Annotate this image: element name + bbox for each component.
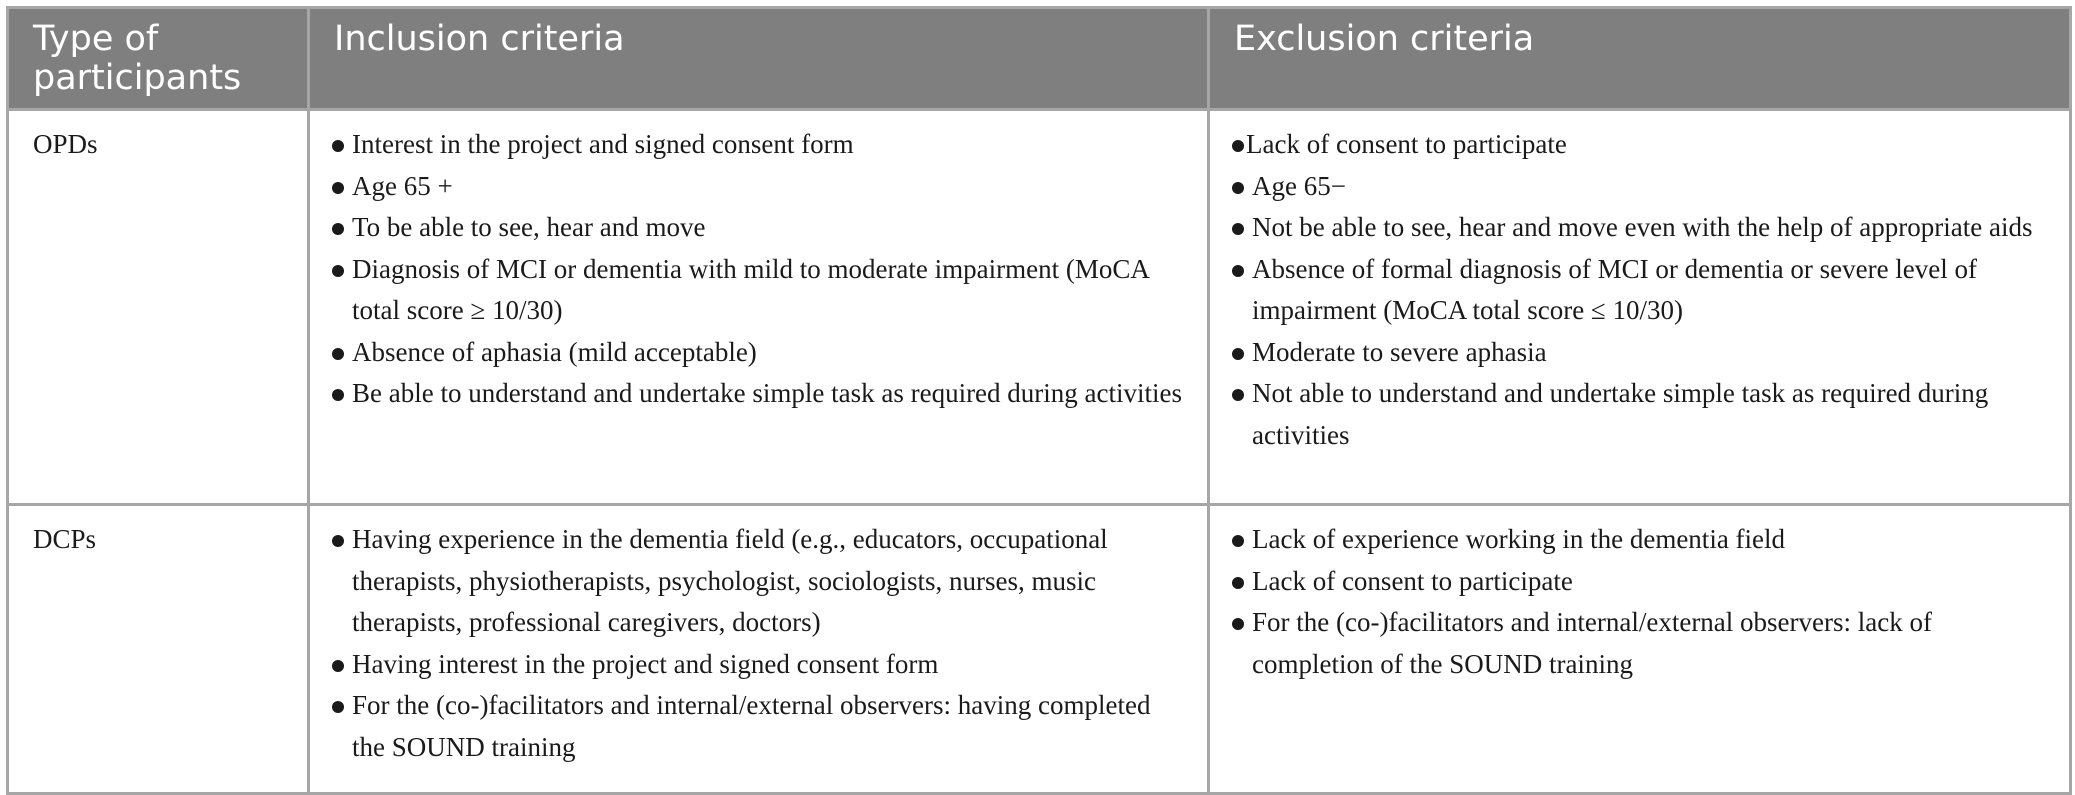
bullet-icon: [332, 389, 344, 401]
bullet-icon: [1232, 182, 1244, 194]
table-header: [8, 8, 2071, 110]
list-item: [1232, 166, 2051, 208]
header-type-of-participants: Type of participants: [8, 8, 309, 110]
criterion-text: To be able to see, hear and move: [352, 212, 706, 242]
bullet-icon: [332, 660, 344, 672]
bullet-icon: [1232, 577, 1244, 589]
criterion-text: Be able to understand and undertake simple task as required during activities: [352, 378, 1182, 408]
list-item: [1232, 519, 2051, 561]
list-item: [332, 249, 1189, 332]
bullet-icon: [332, 701, 344, 713]
criteria-table: [6, 6, 2072, 795]
table-row-dcps: [8, 505, 2071, 794]
bullet-icon: [332, 140, 344, 152]
criterion-text: Lack of consent to participate: [1252, 565, 1573, 596]
criterion-text: Lack of consent to participate: [1246, 129, 1567, 159]
criterion-text: Diagnosis of MCI or dementia with mild to moderate impairment (MoCA total score ≥ 10/30): [352, 253, 1149, 325]
bullet-icon: [332, 265, 344, 277]
criterion-text: Lack of experience working in the dementia field: [1252, 524, 1786, 554]
criterion-text: Absence of formal diagnosis of MCI or dementia or severe level of impairment (MoCA total score ≤ 10/30): [1252, 253, 1978, 325]
bullet-icon: [1232, 223, 1244, 235]
criterion-text: Moderate to severe aphasia: [1252, 336, 1547, 367]
participant-type-cell: DCPs: [8, 505, 309, 794]
criterion-text: Not be able to see, hear and move even with the help of appropriate aids: [1252, 212, 2033, 242]
bullet-icon: [1232, 348, 1244, 360]
bullet-icon: [332, 182, 344, 194]
criterion-text: Having experience in the dementia field (e.g., educators, occupational therapists, physiotherapists, psychologist, sociologists, nurses, music therapists, professional caregivers, doctors): [352, 524, 1108, 637]
bullet-icon: [1232, 389, 1244, 401]
criterion-text: Age 65 +: [352, 170, 453, 201]
bullet-icon: [1232, 140, 1244, 152]
criterion-text: Age 65−: [1252, 170, 1346, 201]
criterion-text: For the (co-)facilitators and internal/external observers: having completed the SOUND training: [352, 690, 1151, 762]
table-row-opds: [8, 110, 2071, 505]
list-item: [332, 207, 1189, 249]
list-item: [1232, 332, 2051, 374]
inclusion-list: [332, 124, 1189, 415]
inclusion-cell: [309, 110, 1209, 505]
list-item: [332, 644, 1189, 686]
list-item: [1232, 249, 2051, 332]
list-item: [1232, 602, 2051, 685]
list-item: [1232, 207, 2051, 249]
table-body: [8, 110, 2071, 794]
list-item: [332, 332, 1189, 374]
list-item: [1232, 124, 2051, 166]
list-item: [332, 685, 1189, 768]
bullet-icon: [1232, 535, 1244, 547]
criterion-text: For the (co-)facilitators and internal/external observers: lack of completion of the SOUND training: [1252, 607, 1932, 679]
bullet-icon: [332, 223, 344, 235]
bullet-icon: [1232, 618, 1244, 630]
exclusion-cell: [1209, 110, 2071, 505]
bullet-icon: [332, 535, 344, 547]
header-row: [8, 8, 2071, 110]
header-exclusion-criteria: Exclusion criteria: [1209, 8, 2071, 110]
exclusion-list: [1232, 519, 2051, 685]
exclusion-cell: [1209, 505, 2071, 794]
criterion-text: Not able to understand and undertake simple task as required during activities: [1252, 378, 1989, 450]
list-item: [332, 124, 1189, 166]
header-inclusion-criteria: Inclusion criteria: [309, 8, 1209, 110]
criterion-text: Interest in the project and signed consent form: [352, 129, 854, 159]
criterion-text: Having interest in the project and signed consent form: [352, 648, 939, 679]
bullet-icon: [332, 348, 344, 360]
inclusion-cell: [309, 505, 1209, 794]
inclusion-list: [332, 519, 1189, 768]
list-item: [1232, 561, 2051, 603]
participant-type-cell: OPDs: [8, 110, 309, 505]
criterion-text: Absence of aphasia (mild acceptable): [352, 336, 757, 367]
list-item: [332, 373, 1189, 415]
exclusion-list: [1232, 124, 2051, 456]
list-item: [332, 166, 1189, 208]
list-item: [1232, 373, 2051, 456]
list-item: [332, 519, 1189, 644]
bullet-icon: [1232, 265, 1244, 277]
